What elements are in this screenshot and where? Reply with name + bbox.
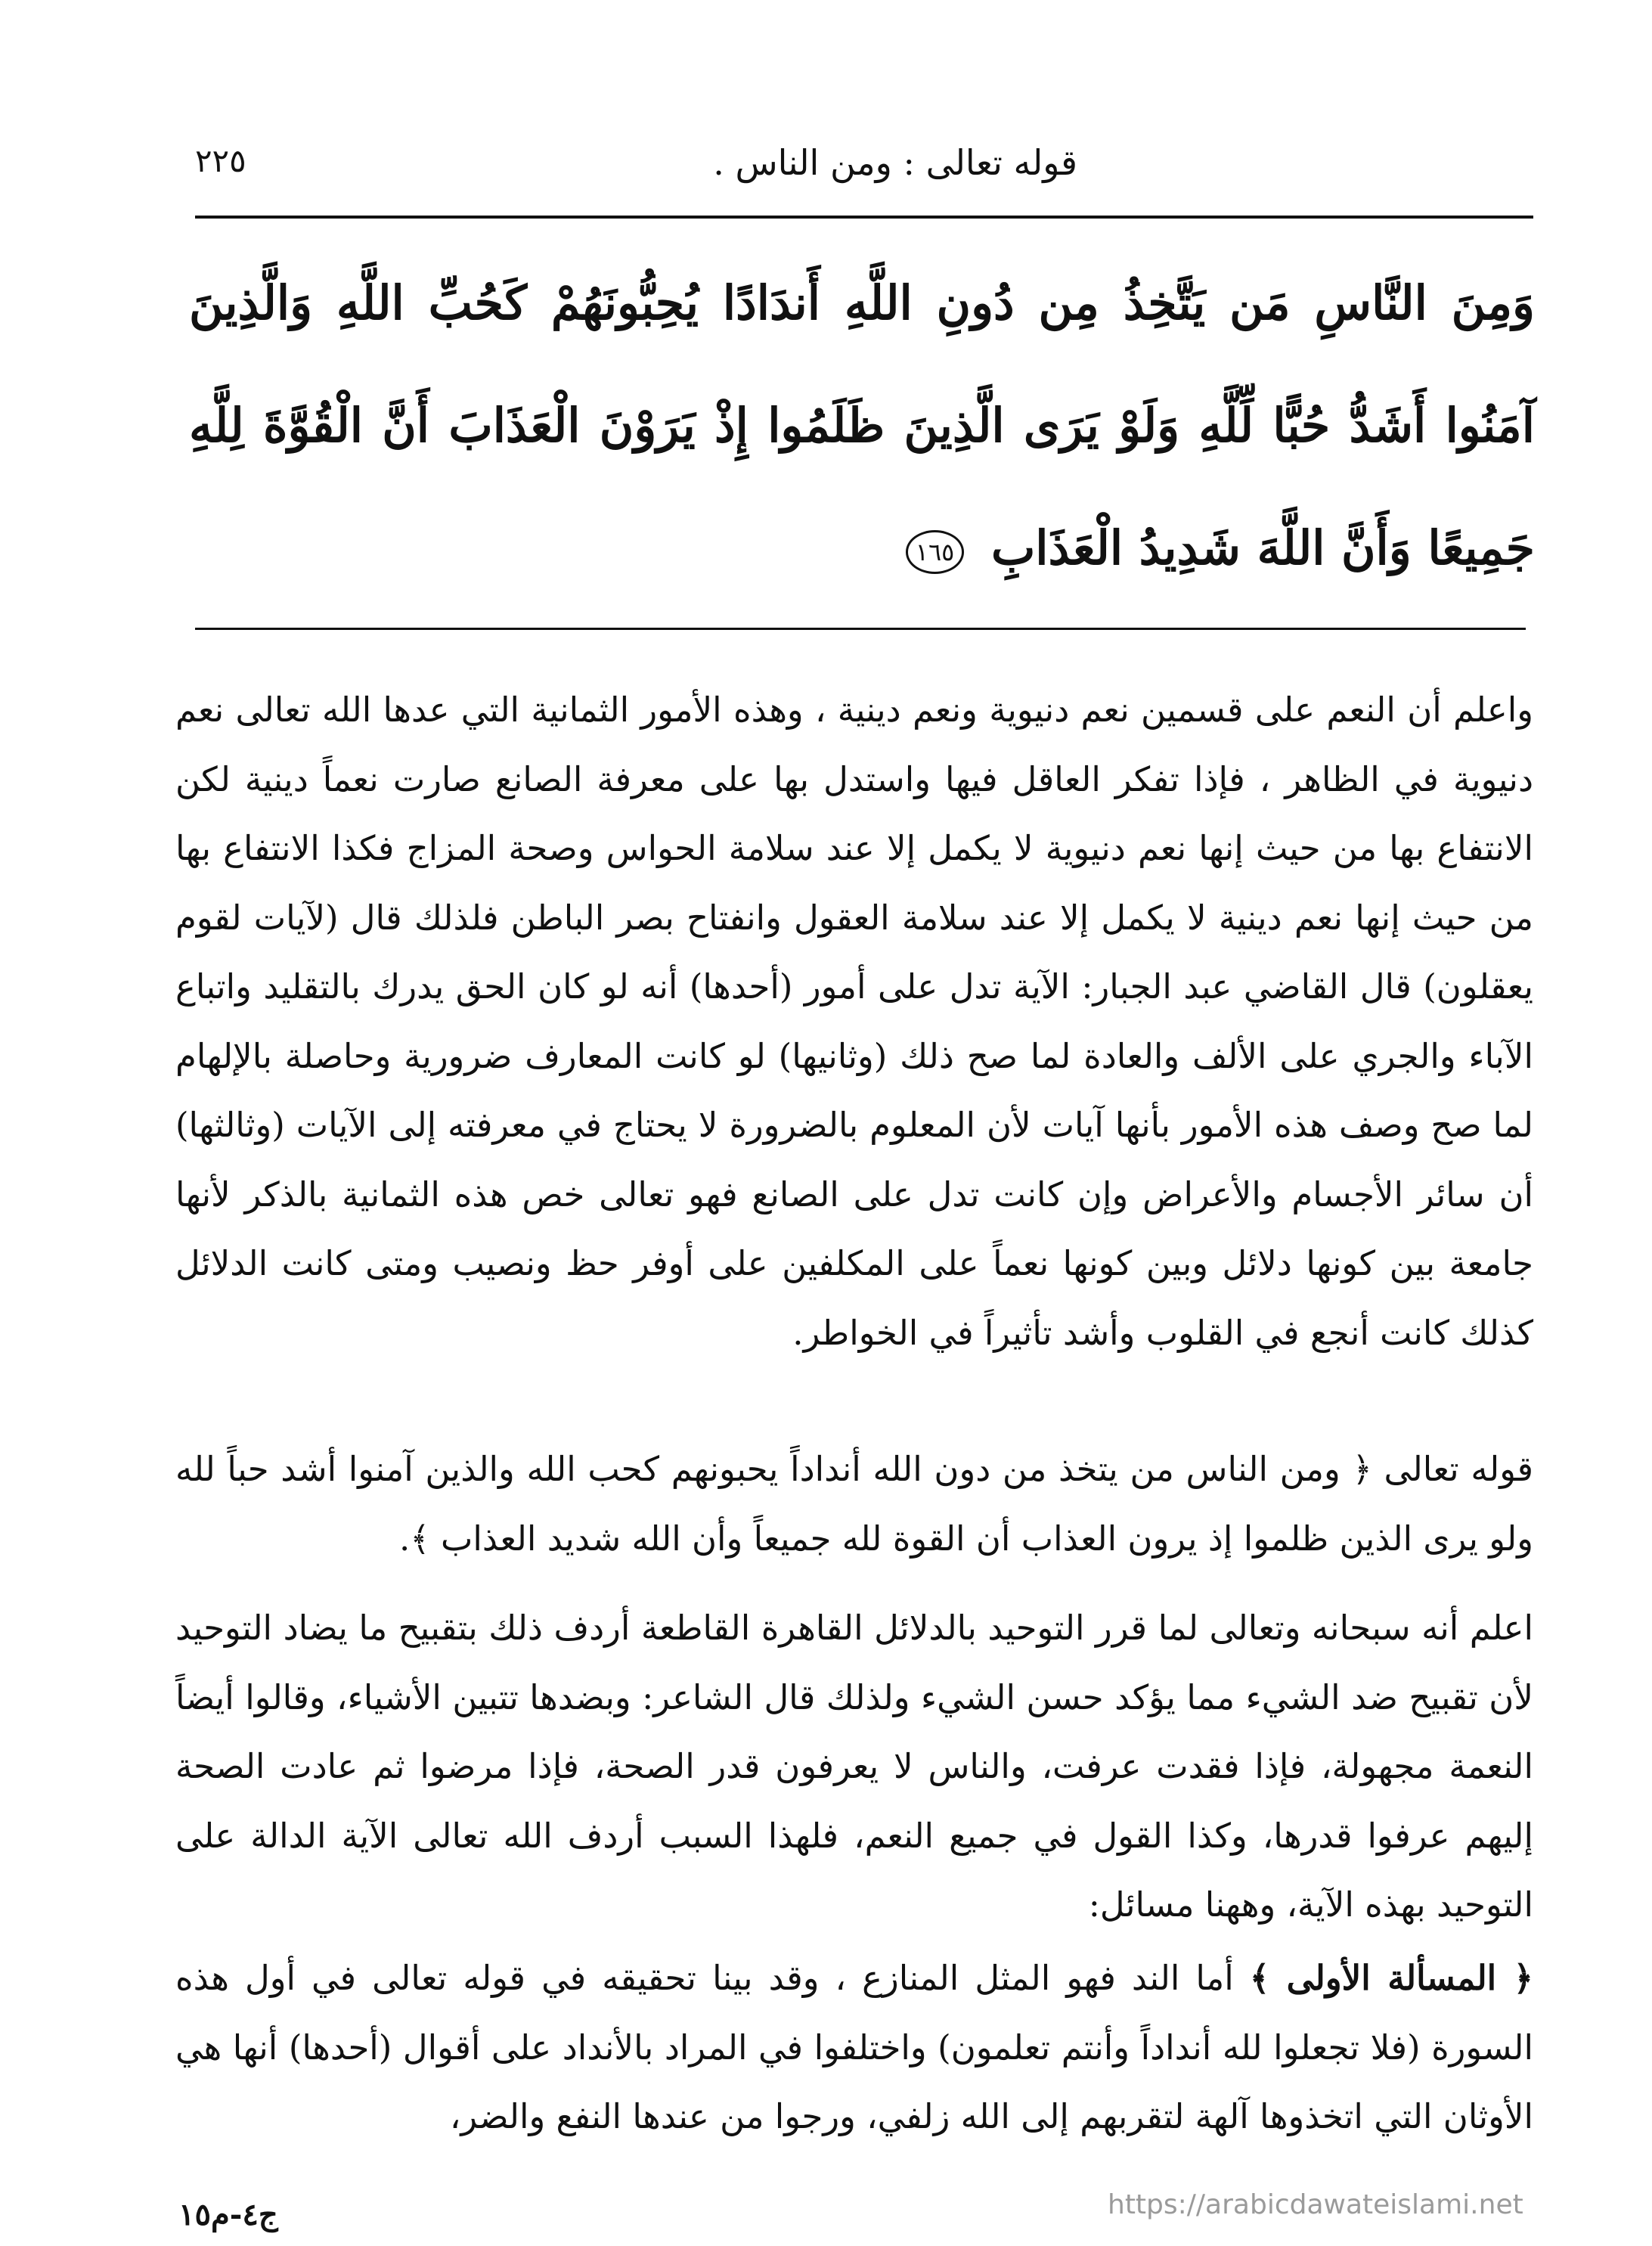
commentary-paragraph-3: اعلم أنه سبحانه وتعالى لما قرر التوحيد بالدلائل القاهرة القاطعة أردف ذلك بتقبيح ما يضاد التوحيد لأن تقبيح ضد الشيء مما يؤكد حسن الشيء ولذلك قال الشاعر: وبضدها تتبين الأشياء، وقالوا أيضاً النعمة مجهولة، فإذا فقدت عرفت، والناس لا يعرفون قدر الصحة، فإذا مرضوا ثم عادت الصحة إليهم عرفوا قدرها، وكذا القول في جميع النعم، فلهذا السبب أردف الله تعالى الآية الدالة على التوحيد بهذه الآية، وههنا مسائل: — [175, 1608, 1533, 1925]
commentary-paragraph-4 — [175, 1944, 1647, 2151]
quran-verse — [189, 242, 1535, 610]
commentary-paragraph-1: واعلم أن النعم على قسمين نعم دنيوية ونعم دينية ، وهذه الأمور الثمانية التي عدها الله تعالى نعم دنيوية في الظاهر ، فإذا تفكر العاقل فيها واستدل بها على معرفة الصانع صارت نعماً دينية لكن الانتفاع بها من حيث إنها نعم دنيوية لا يكمل إلا عند سلامة الحواس وصحة المزاج فكذا الانتفاع بها من حيث إنها نعم دينية لا يكمل إلا عند سلامة العقول وانفتاح بصر الباطن فلذلك قال (لآيات لقوم يعقلون) قال القاضي عبد الجبار: الآية تدل على أمور (أحدها) أنه لو كان الحق يدرك بالتقليد واتباع الآباء والجري على الألف والعادة لما صح ذلك (وثانيها) لو كانت المعارف ضرورية وحاصلة بالإلهام لما صح وصف هذه الأمور بأنها آيات لأن المعلوم بالضرورة لا يحتاج في معرفته إلى الآيات (وثالثها) أن سائر الأجسام والأعراض وإن كانت تدل على الصانع فهو تعالى خص هذه الثمانية بالذكر لأنها جامعة بين كونها دلائل وبين كونها نعماً على المكلفين على أوفر حظ ونصيب ومتى كانت الدلائل كذلك كانت أنجع في القلوب وأشد تأثيراً في الخواطر. — [175, 690, 1533, 1353]
verse-divider-rule — [195, 628, 1526, 630]
verse-text: وَمِنَ النَّاسِ مَن يَتَّخِذُ مِن دُونِ اللَّهِ أَندَادًا يُحِبُّونَهُمْ كَحُبِّ اللَّهِ وَالَّذِينَ آمَنُوا أَشَدُّ حُبًّا لِّلَّهِ وَلَوْ يَرَى الَّذِينَ ظَلَمُوا إِذْ يَرَوْنَ الْعَذَابَ أَنَّ الْقُوَّةَ لِلَّهِ جَمِيعًا وَأَنَّ اللَّهَ شَدِيدُ الْعَذَابِ — [189, 275, 1535, 575]
page-number: ٢٢٥ — [195, 142, 246, 179]
commentary-paragraph-2: قوله تعالى ﴿ ومن الناس من يتخذ من دون الله أنداداً يحبونهم كحب الله والذين آمنوا أشد حباً لله ولو يرى الذين ظلموا إذ يرون العذاب أن القوة لله جميعاً وأن الله شديد العذاب ﴾. — [175, 1449, 1533, 1559]
running-title: قوله تعالى : ومن الناس . — [713, 142, 1077, 183]
signature-mark: ج٤-م١٥ — [178, 2197, 278, 2232]
source-watermark: https://arabicdawateislami.net — [1108, 2189, 1523, 2220]
ayah-number-marker: ١٦٥ — [906, 530, 965, 574]
issue-text: أما الند فهو المثل المنازع ، وقد بينا تحقيقه في قوله تعالى في أول هذه السورة (فلا تجعلوا لله أنداداً وأنتم تعلمون) واختلفوا في المراد بالأنداد على أقوال (أحدها) أنها هي الأوثان التي اتخذوها آلهة لتقربهم إلى الله زلفي، ورجوا من عندها النفع والضر، — [175, 1958, 1533, 2136]
header-rule — [195, 216, 1533, 219]
issue-heading: ﴿ المسألة الأولى ﴾ — [1249, 1958, 1533, 1998]
